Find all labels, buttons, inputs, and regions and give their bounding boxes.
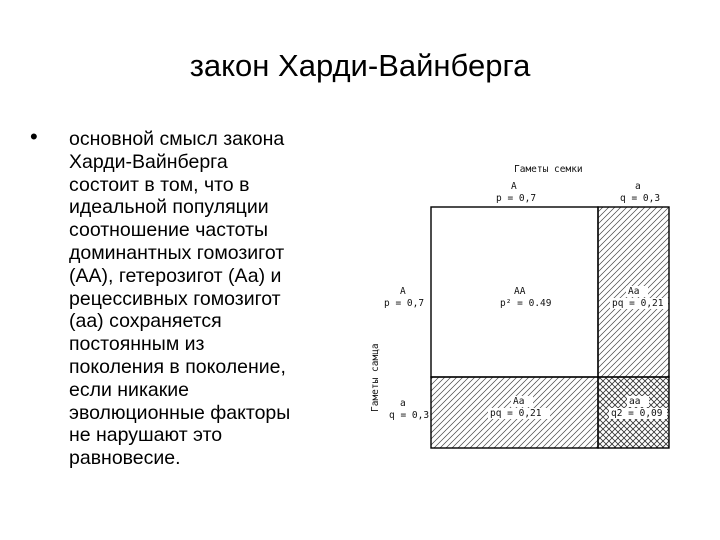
top-allele-A: A (511, 181, 517, 192)
left-allele-A: A (400, 286, 406, 297)
female-gametes-title: Гаметы семки (514, 164, 583, 175)
cell-Aa-top-value: pq = 0,21 (612, 298, 664, 309)
cell-AA-genotype: AA (514, 286, 526, 297)
cell-aa-value: q2 = 0,09 (611, 408, 663, 419)
cell-Aa-bottom-genotype: Aa (513, 396, 525, 407)
top-allele-a: a (635, 181, 641, 192)
bullet-text: основной смысл закона Харди-Вайнберга состоит в том, что в идеальной популяции соотношение частоты доминантных гомозигот (АА), гетерозигот (Аа) и рецессивных гомозигот (аа) сохраняется постоянным из поколения в поколение, если никакие эволюционные факторы не нарушают это равновесие. (69, 128, 291, 470)
left-freq-q: q = 0,3 (389, 410, 430, 421)
left-freq-p: p = 0,7 (384, 298, 425, 309)
slide-title: закон Харди-Вайнберга (189, 48, 531, 83)
cell-AA-value: p² = 0.49 (500, 298, 552, 309)
cell-aa-genotype: aa (629, 396, 641, 407)
top-freq-q: q = 0,3 (620, 193, 661, 204)
bullet-marker: • (30, 124, 38, 149)
cell-Aa-bottom-value: pq = 0,21 (490, 408, 542, 419)
left-allele-a: a (400, 398, 406, 409)
cell-Aa-top-genotype: Aa (628, 286, 640, 297)
top-freq-p: p = 0,7 (496, 193, 537, 204)
male-gametes-title: Гаметы самца (370, 343, 381, 412)
